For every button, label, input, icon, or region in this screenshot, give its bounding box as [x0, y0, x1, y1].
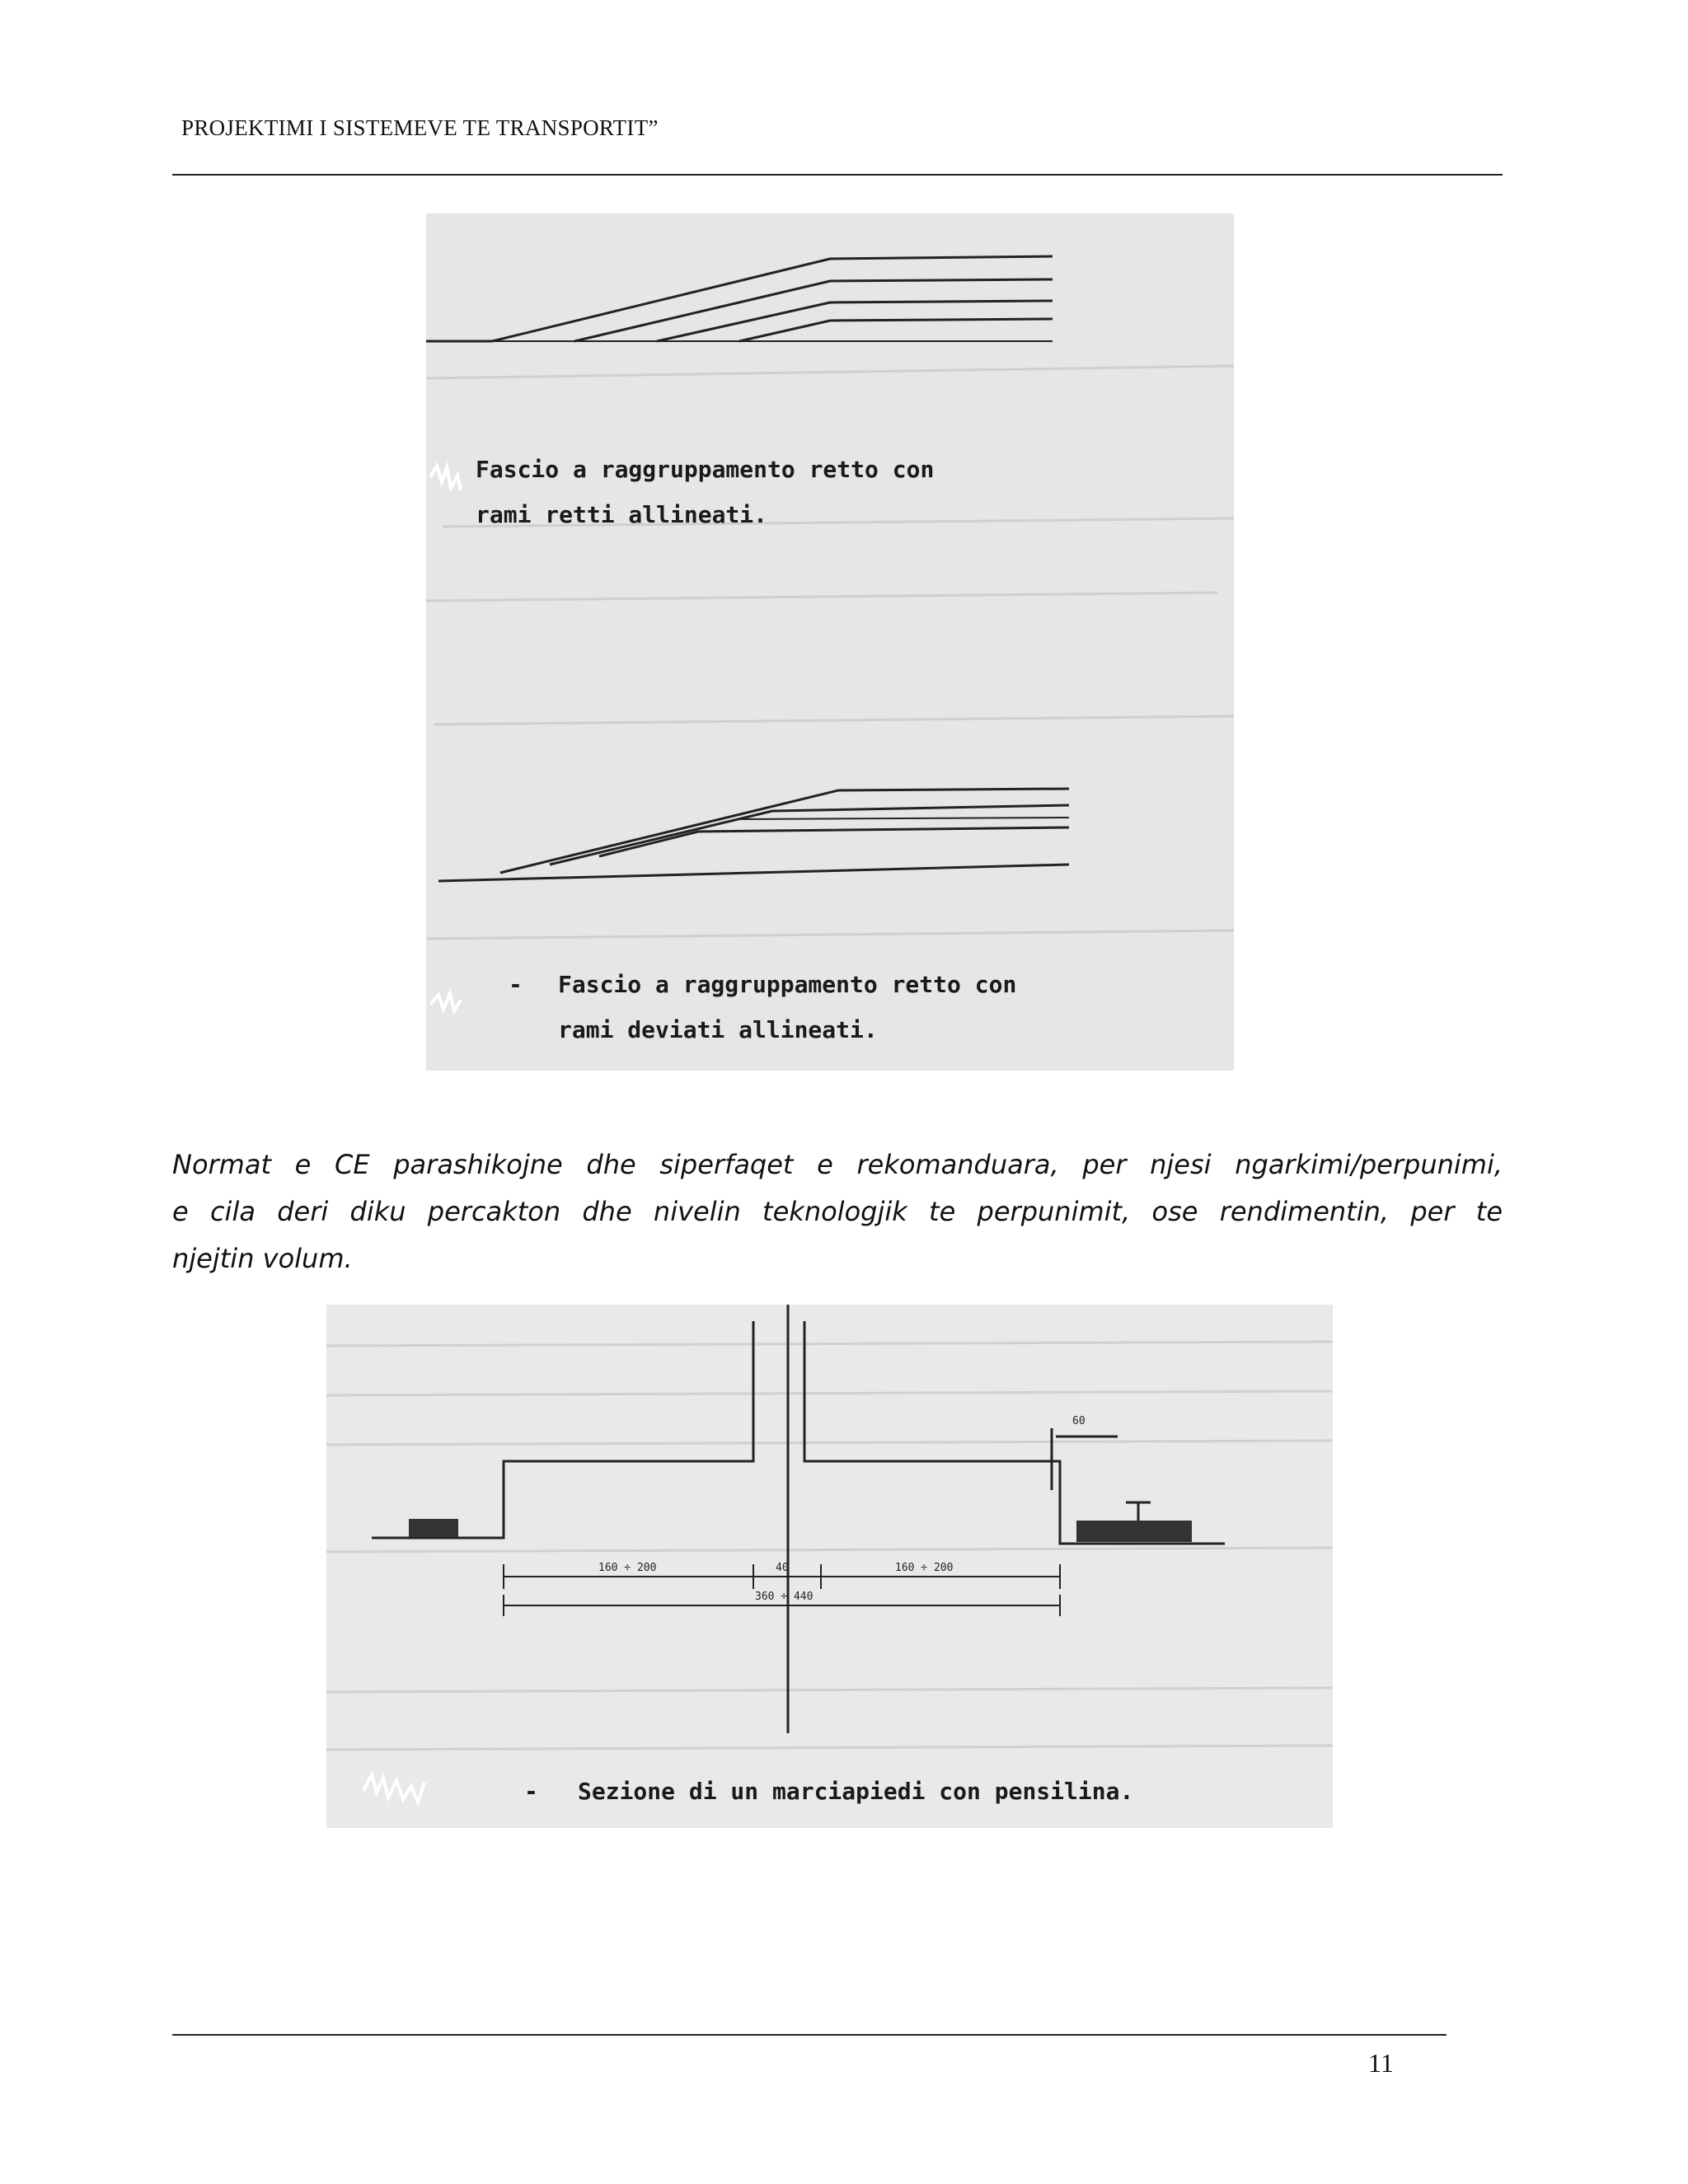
figure-1-caption-1-line-2: rami retti allineati. — [476, 501, 768, 528]
dimension-label-right: 160 ÷ 200 — [895, 1562, 954, 1574]
body-paragraph — [172, 1141, 1503, 1282]
platform-section-drawing — [326, 1305, 1333, 1828]
header-divider — [172, 174, 1503, 176]
dimension-label-total: 360 ÷ 440 — [755, 1591, 814, 1603]
running-header-title: PROJEKTIMI I SISTEMEVE TE TRANSPORTIT” — [181, 115, 659, 140]
deviated-branches-diagram — [438, 789, 1069, 881]
bleed-through-texture — [426, 366, 1234, 939]
platform-section-figure — [326, 1305, 1333, 1828]
figure-2-caption-dash: - — [524, 1778, 538, 1805]
figure-1-caption-2-dash: - — [509, 971, 523, 998]
track-bundle-drawing — [426, 213, 1234, 1071]
body-line-1: Normat e CE parashikojne dhe siperfaqet e rekomanduara, per njesi ngarkimi/perpunimi, — [172, 1149, 1503, 1180]
caption-smudge-marks — [430, 466, 461, 1011]
footer-divider — [172, 2034, 1447, 2036]
dimension-label-center: 40 — [776, 1562, 789, 1574]
caption-smudge-marks — [363, 1774, 424, 1802]
dimension-label-top: 60 — [1072, 1415, 1085, 1427]
track-bundle-figure — [426, 213, 1234, 1071]
figure-1-caption-2-line-1: Fascio a raggruppamento retto con — [558, 971, 1017, 998]
track-sleepers — [409, 1519, 1192, 1542]
page-number: 11 — [1368, 2048, 1394, 2078]
body-line-3: njejtin volum. — [172, 1243, 353, 1274]
platform-outline — [372, 1305, 1225, 1733]
body-line-2: e cila deri diku percakton dhe nivelin teknologjik te perpunimit, ose rendimentin, per te — [172, 1196, 1503, 1227]
straight-branches-diagram — [426, 256, 1053, 341]
figure-2-caption: Sezione di un marciapiedi con pensilina. — [578, 1778, 1134, 1805]
figure-1-caption-1-line-1: Fascio a raggruppamento retto con — [476, 456, 935, 483]
figure-1-caption-2-line-2: rami deviati allineati. — [558, 1016, 878, 1043]
bleed-through-texture — [326, 1342, 1333, 1750]
dimension-label-left: 160 ÷ 200 — [598, 1562, 657, 1574]
